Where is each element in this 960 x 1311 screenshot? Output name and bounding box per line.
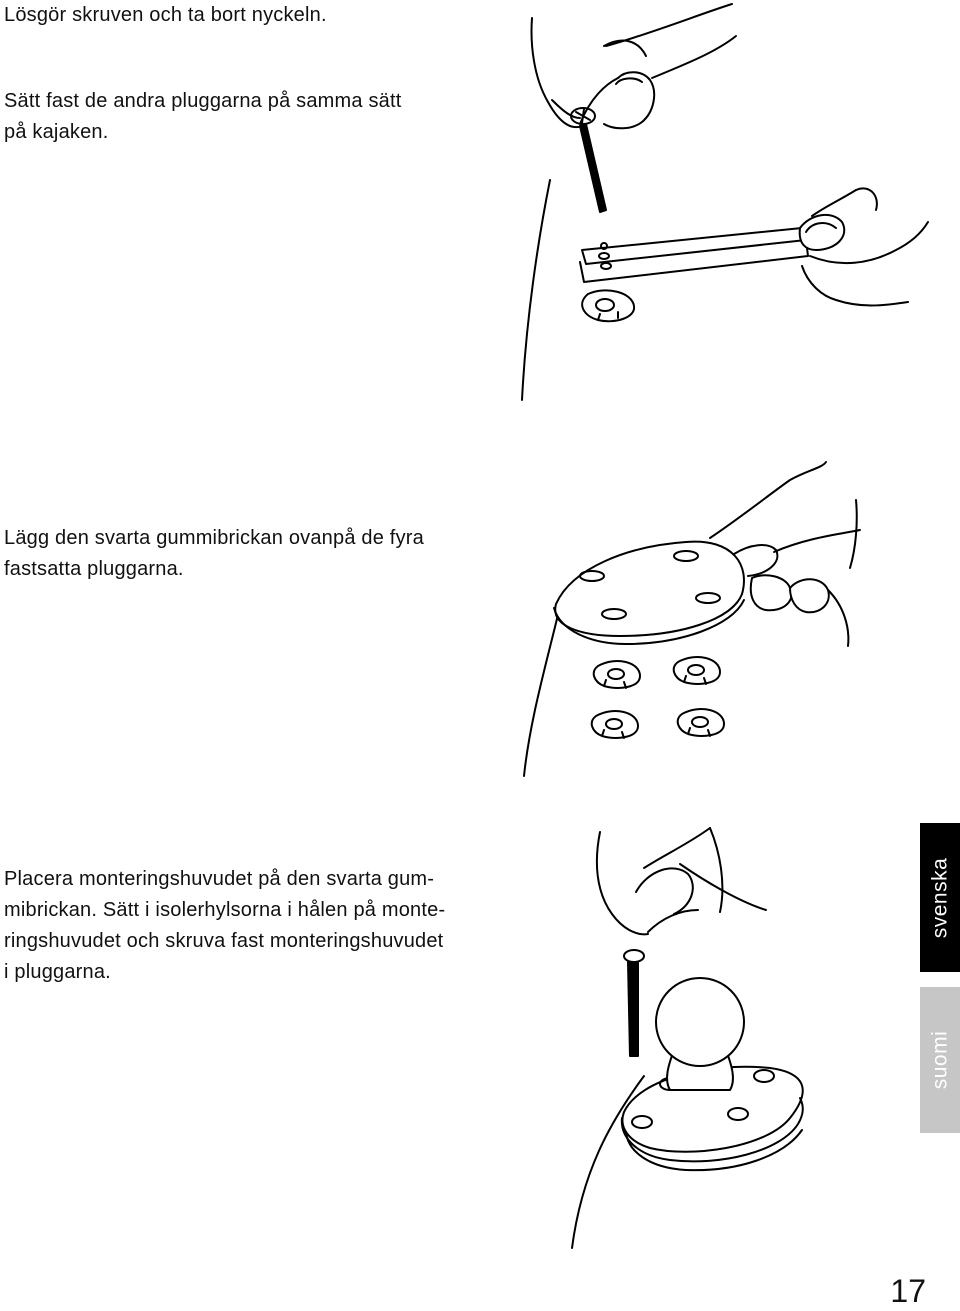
screw-removal-illustration (510, 0, 930, 420)
rubber-pad-icon (554, 542, 744, 644)
step-line: på kajaken. (4, 121, 109, 143)
step-line: Sätt fast de andra pluggarna på samma sätt (4, 90, 402, 112)
ball-icon (656, 978, 744, 1090)
step-line: ringshuvudet och skruva fast monteringshuvudet (4, 930, 444, 952)
language-tab-suomi[interactable] (920, 987, 960, 1133)
page-number: 17 (890, 1273, 926, 1309)
step-attach-plugs (4, 86, 402, 148)
key-icon (580, 228, 808, 282)
hand-icon (597, 828, 766, 934)
step-line: Lägg den svarta gummibrickan ovanpå de fyra (4, 527, 424, 549)
step-line: Lösgör skruven och ta bort nyckeln. (4, 4, 327, 26)
plug-icon (592, 711, 638, 738)
language-tab-svenska[interactable] (920, 823, 960, 972)
plug-icon (582, 290, 634, 321)
plug-icon (674, 657, 720, 684)
step-place-pad (4, 523, 424, 585)
step-line: i pluggarna. (4, 961, 111, 983)
step-line: fastsatta pluggarna. (4, 558, 184, 580)
language-tab-label: suomi (928, 1030, 951, 1090)
screw-icon (624, 950, 644, 1056)
step-mount-head (4, 864, 445, 988)
step-line: Placera monteringshuvudet på den svarta gum- (4, 868, 435, 890)
kayak-hull-outline (522, 180, 550, 400)
plug-icon (594, 661, 640, 688)
hand-icon (800, 188, 928, 305)
kayak-hull-outline (524, 598, 562, 776)
plug-icon (678, 709, 724, 736)
step-line: mibrickan. Sätt i isolerhylsorna i hålen på monte- (4, 899, 446, 921)
screw-icon (571, 108, 606, 212)
hand-icon (532, 4, 736, 128)
step-remove-screw (4, 0, 327, 31)
pad-placement-illustration (510, 458, 930, 788)
mount-head-illustration (570, 822, 910, 1252)
language-tab-label: svenska (928, 857, 952, 938)
